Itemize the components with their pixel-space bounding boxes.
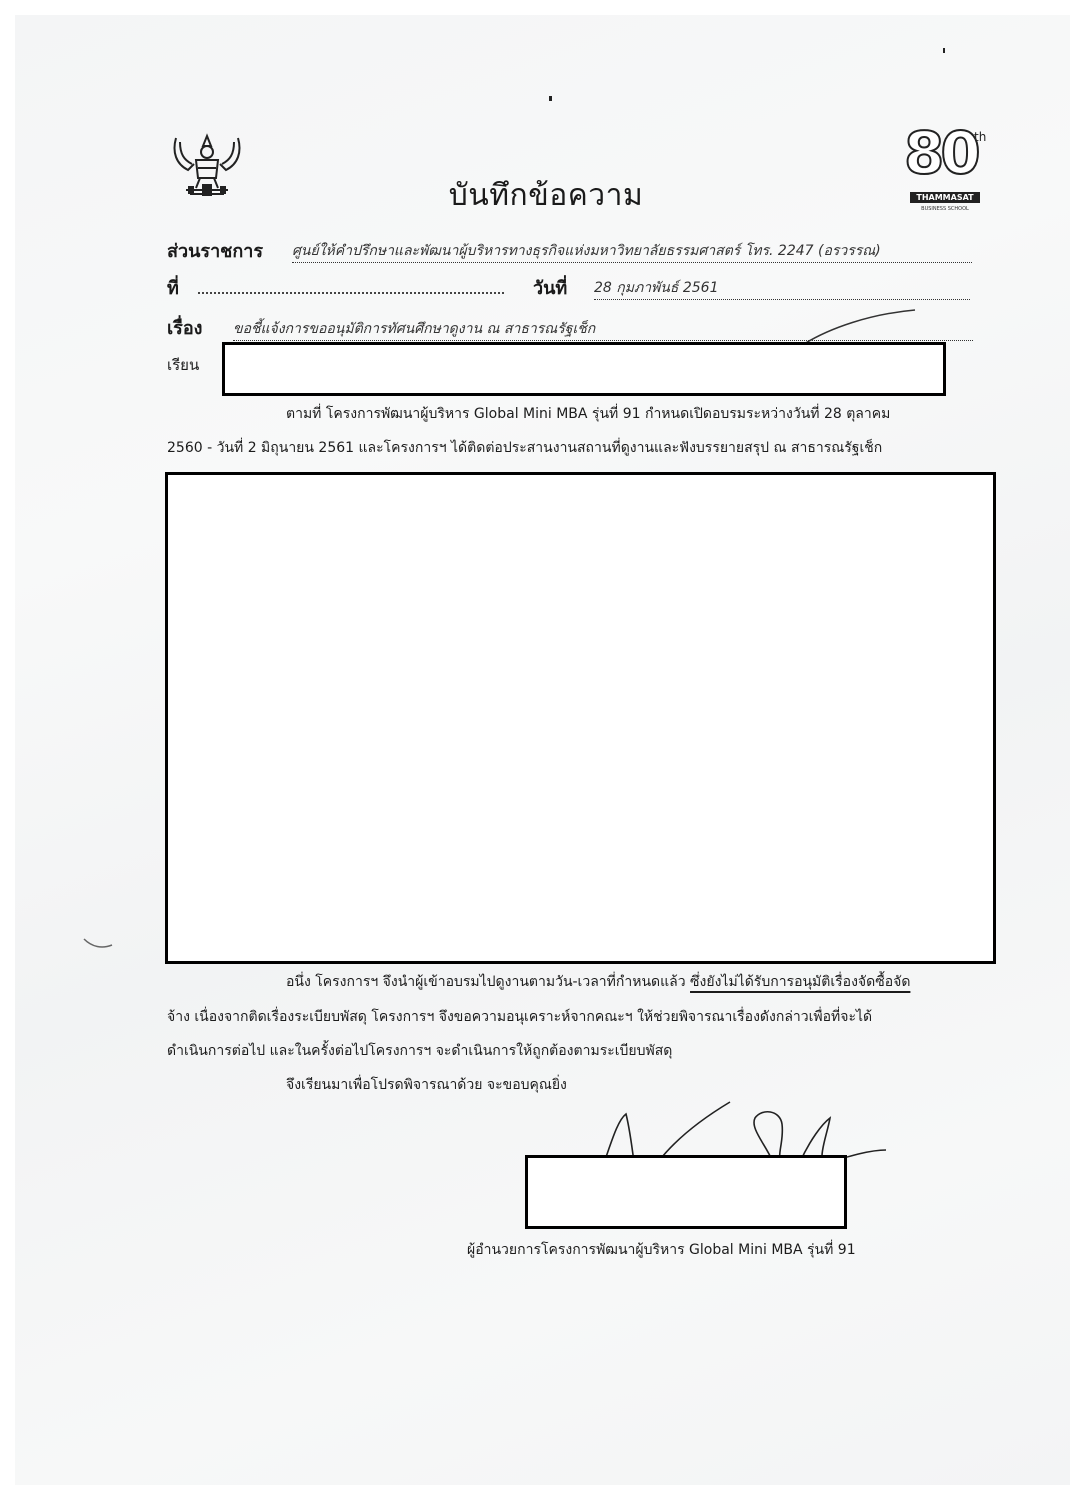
- redacted-body-block: [165, 472, 996, 964]
- body-paragraph2-line1: [286, 973, 910, 991]
- number-value-blank: [198, 292, 504, 294]
- body-paragraph1-line1: ตามที่ โครงการพัฒนาผู้บริหาร Global Mini MBA รุ่นที่ 91 กำหนดเปิดอบรมระหว่างวันที่ 28 ตุลาคม: [286, 406, 891, 422]
- scan-artifact-dot: [943, 48, 945, 53]
- closing-line: จึงเรียนมาเพื่อโปรดพิจารณาด้วย จะขอบคุณยิ่ง: [286, 1077, 567, 1093]
- body-paragraph2-line3: ดำเนินการต่อไป และในครั้งต่อไปโครงการฯ จะดำเนินการให้ถูกต้องตามระเบียบพัสดุ: [167, 1043, 673, 1059]
- body-paragraph1-line2: 2560 - วันที่ 2 มิถุนายน 2561 และโครงการฯ ได้ติดต่อประสานงานสถานที่ดูงานและฟังบรรยายสรุป ณ สาธารณรัฐเช็ก: [167, 440, 883, 456]
- scan-artifact-mark: [80, 935, 120, 955]
- redacted-signer-name: [525, 1155, 847, 1229]
- body-paragraph2-line2: จ้าง เนื่องจากติดเรื่องระเบียบพัสดุ โครงการฯ จึงขอความอนุเคราะห์จากคณะฯ ให้ช่วยพิจารณาเรื่องดังกล่าวเพื่อที่จะได้: [167, 1009, 873, 1025]
- pen-stroke-mark: [800, 298, 920, 348]
- paragraph2-underlined-text: ซึ่งยังไม่ได้รับการอนุมัติเรื่องจัดซื้อจัด: [690, 974, 911, 990]
- department-value: ศูนย์ให้คำปรึกษาและพัฒนาผู้บริหารทางธุรกิจแห่งมหาวิทยาลัยธรรมศาสตร์ โทร. 2247 (อรวรรณ): [292, 240, 972, 263]
- paragraph2-plain-text: อนึ่ง โครงการฯ จึงนำผู้เข้าอบรมไปดูงานตามวัน-เวลาที่กำหนดแล้ว: [286, 974, 691, 990]
- memo-title: บันทึกข้อความ: [448, 178, 644, 213]
- number-label: ที่: [167, 278, 179, 299]
- to-label: เรียน: [167, 356, 200, 374]
- scan-artifact-dot: [549, 96, 552, 101]
- signer-position: ผู้อำนวยการโครงการพัฒนาผู้บริหาร Global Mini MBA รุ่นที่ 91: [467, 1242, 856, 1258]
- subject-label: เรื่อง: [167, 318, 203, 339]
- redacted-recipient: [222, 342, 946, 396]
- department-label: ส่วนราชการ: [167, 241, 264, 262]
- subject-value: ขอชี้แจ้งการขออนุมัติการทัศนศึกษาดูงาน ณ สาธารณรัฐเช็ก: [233, 318, 973, 341]
- date-label: วันที่: [533, 278, 568, 299]
- date-value: 28 กุมภาพันธ์ 2561: [594, 277, 970, 300]
- thammasat-80th-logo: 80 th THAMMASAT BUSINESS SCHOOL: [904, 119, 987, 212]
